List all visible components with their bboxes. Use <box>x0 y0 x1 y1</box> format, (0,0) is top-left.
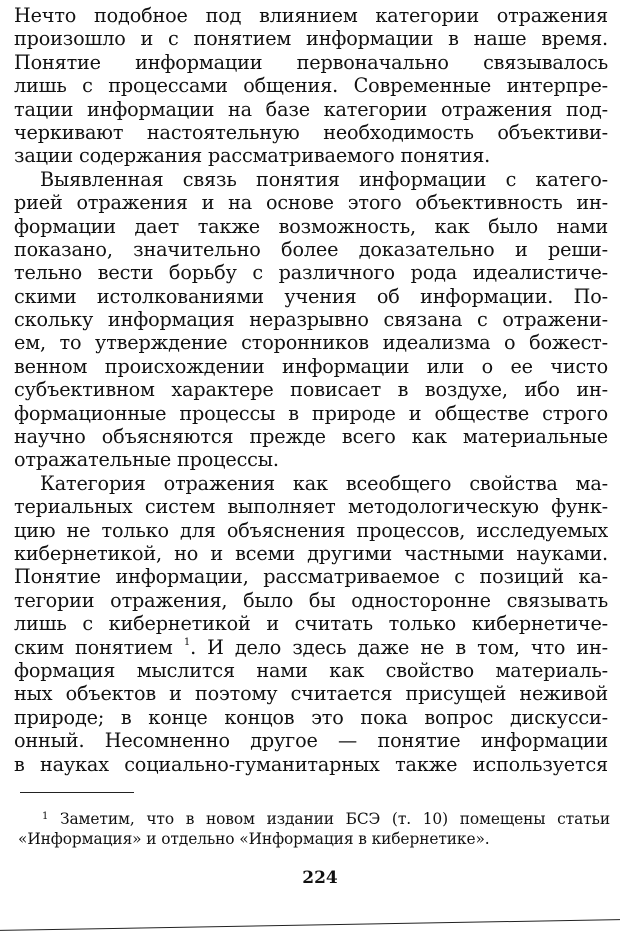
footnote <box>18 810 610 849</box>
text-line: субъективном характере повисает в воздухе, ибо ин- <box>14 378 608 402</box>
text-line: природе; в конце концов это пока вопрос дискусси- <box>14 705 608 729</box>
text-line: зации содержания рассматриваемого понятия. <box>14 144 491 168</box>
text-line: венном происхождении информации или о ее чисто <box>14 354 608 378</box>
text-line: показано, значительно более доказательно и реши- <box>14 237 608 261</box>
text-line-with-footnote-ref <box>14 636 608 659</box>
footnote-marker: 1 <box>42 811 49 822</box>
text-line: тации информации на базе категории отражения под- <box>14 97 608 121</box>
text-line: териальных систем выполняет методологическую функ- <box>14 495 608 519</box>
text-line: произошло и с понятием информации в наше время. <box>14 27 608 51</box>
text-line: Понятие информации, рассматриваемое с позиций ка- <box>14 565 608 589</box>
text-line: рией отражения и на основе этого объективность ин- <box>14 191 608 215</box>
text-line: ных объектов и поэтому считается присущей неживой <box>14 682 608 706</box>
text-segment: . И дело здесь даже не в том, что ин- <box>190 635 608 659</box>
footnote-text: Заметим, что в новом издании БСЭ (т. 10) помещены статьи <box>59 810 610 828</box>
text-line: лишь с процессами общения. Современные интерпре- <box>14 74 608 98</box>
text-line: кибернетикой, но и всеми другими частными науками. <box>14 541 608 565</box>
text-line: научно объясняются прежде всего как материальные <box>14 425 608 449</box>
text-line: ем, то утверждение сторонников идеализма о божест- <box>14 331 608 355</box>
text-line: черкивают настоятельную необходимость объективи- <box>14 120 608 144</box>
text-line: тегории отражения, было бы односторонне связывать <box>14 588 608 612</box>
footnote-reference[interactable]: 1 <box>183 636 191 648</box>
text-line: формация мыслится нами как свойство материаль- <box>14 658 608 682</box>
text-line: онный. Несомненно другое — понятие информации <box>14 729 608 753</box>
text-line: отражательные процессы. <box>14 448 279 472</box>
footnote-line <box>18 810 610 830</box>
text-segment: ским понятием <box>14 635 184 659</box>
body-text <box>14 4 608 776</box>
text-line: Понятие информации первоначально связывалось <box>14 50 608 74</box>
text-line: скольку информация неразрывно связана с отражени- <box>14 308 608 332</box>
footnote-line: «Информация» и отдельно «Информация в кибернетике». <box>18 829 490 848</box>
text-line: лишь с кибернетикой и считать только кибернетиче- <box>14 612 608 636</box>
text-line: цию не только для объяснения процессов, исследуемых <box>14 518 608 542</box>
footnote-divider <box>20 792 134 793</box>
text-line: Нечто подобное под влиянием категории отражения <box>14 4 608 27</box>
text-line: скими истолкованиями учения об информации. По- <box>14 284 608 308</box>
text-line: в науках социально-гуманитарных также используется <box>14 752 608 776</box>
paragraph-first-line: Категория отражения как всеобщего свойства ма- <box>40 471 608 495</box>
text-line: формационные процессы в природе и обществе строго <box>14 401 608 425</box>
page-number: 224 <box>302 868 338 888</box>
scan-edge-line <box>0 919 620 931</box>
paragraph-first-line: Выявленная связь понятия информации с катего- <box>40 167 608 191</box>
text-line: тельно вести борьбу с различного рода идеалистиче- <box>14 261 608 285</box>
text-line: формации дает также возможность, как было нами <box>14 214 608 238</box>
